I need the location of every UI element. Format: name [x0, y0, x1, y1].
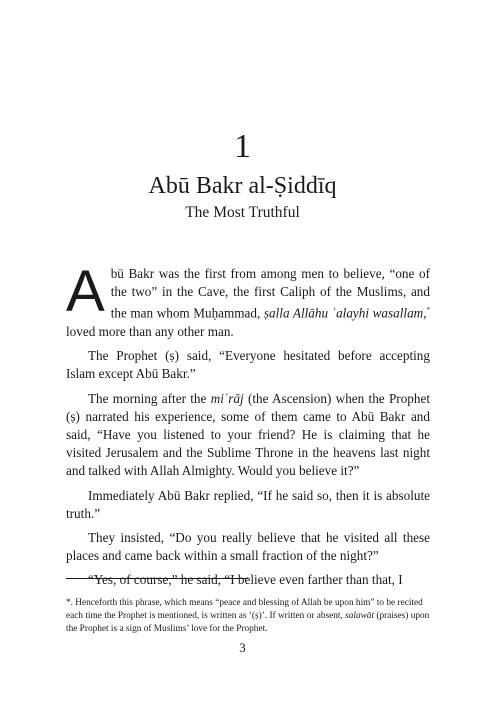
paragraph-3	[66, 390, 430, 481]
paragraph-1-start: bū Bakr was the first from among men to believe, “one of the two” in the Cave, the first Caliph of the Muslims, and the man whom Muḥammad,	[110, 266, 430, 321]
chapter-subtitle: The Most Truthful	[185, 204, 300, 221]
paragraph-1-italic: ṣalla Allāhu ʿalayhi wasallam,	[263, 305, 427, 321]
footnote-italic: salawāt	[345, 611, 375, 621]
footnote-divider	[66, 578, 248, 579]
footnote-end: (praises) upon the Prophet is a sign of Muslims’ love for the Prophet.	[66, 611, 430, 634]
paragraph-1-end: loved more than any other man.	[66, 324, 234, 339]
paragraph-3-italic: miʿrāj	[210, 390, 244, 406]
paragraph-4: Immediately Abū Bakr replied, “If he said so, then it is absolute truth.”	[66, 487, 430, 521]
chapter-title: Abū Bakr al-Ṣiddīq	[148, 173, 337, 199]
paragraph-3-start: The morning after the	[88, 390, 211, 406]
footnote	[66, 597, 430, 636]
chapter-number: 1	[234, 128, 251, 165]
footnote-marker: *	[426, 306, 430, 315]
paragraph-1	[66, 259, 430, 341]
drop-cap: A	[66, 259, 105, 324]
chapter-body	[66, 259, 430, 596]
page-number: 3	[239, 640, 246, 655]
paragraph-3-end: (the Ascension) when the Prophet (ṣ) narrated his experience, some of them came to Abū Bakr and said, “Have you listened to your friend? He is claiming that he visited Jerusalem and the Sublime Throne in the heavens last night and talked with Allah Almighty. Would you believe it?”	[66, 390, 430, 479]
paragraph-2: The Prophet (ṣ) said, “Everyone hesitated before accepting Islam except Abū Bakr.”	[66, 348, 430, 382]
paragraph-5: They insisted, “Do you really believe that he visited all these places and came back within a small fraction of the night?”	[66, 530, 430, 564]
paragraph-6: “Yes, of course,” he said, “I believe even farther than that, I	[88, 572, 403, 588]
footnote-start: *. Henceforth this phrase, which means “peace and blessing of Allah be upon him” to be recited each time the Prophet is mentioned, is written as ‘(ṣ)’. If written or absent,	[66, 598, 423, 621]
